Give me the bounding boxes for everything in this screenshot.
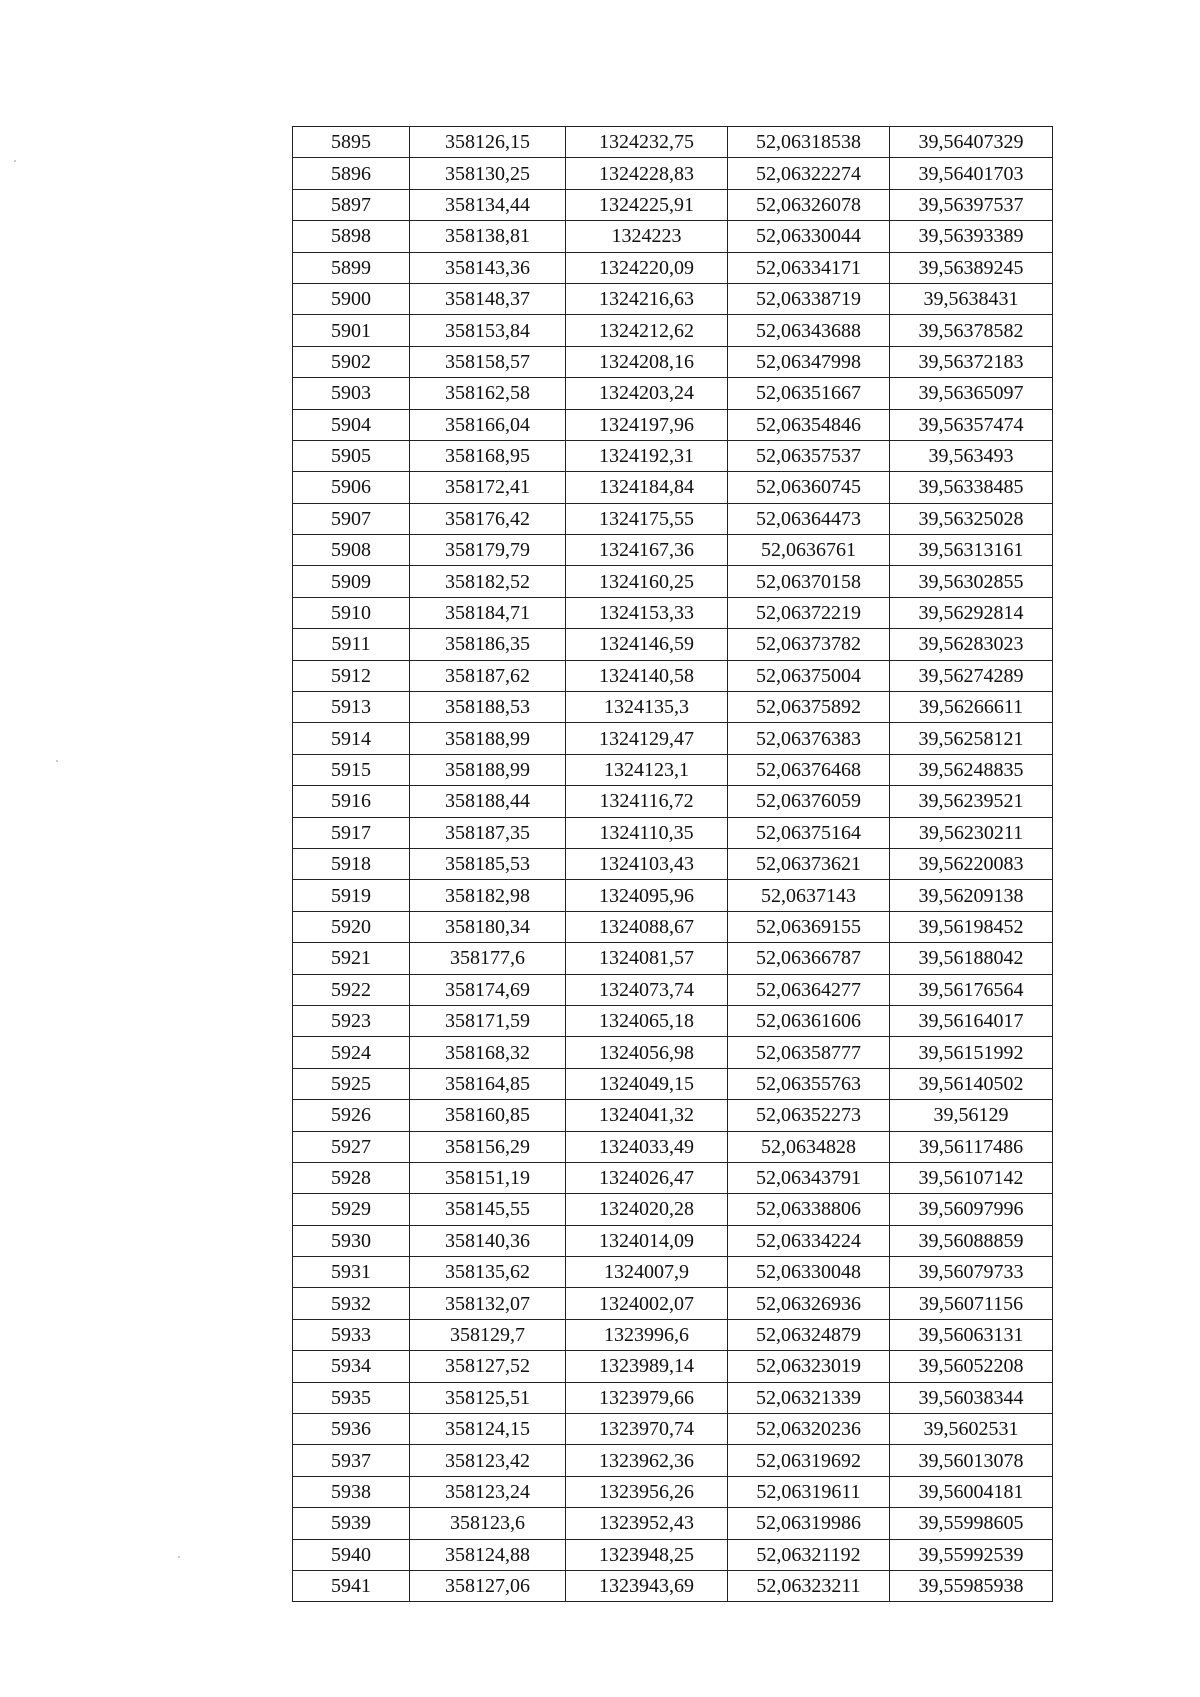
- latitude-cell: 52,06321192: [728, 1539, 890, 1570]
- point-number-cell: 5928: [293, 1162, 410, 1193]
- point-number-cell: 5937: [293, 1445, 410, 1476]
- table-row: [293, 1131, 1053, 1162]
- table-row: [293, 660, 1053, 691]
- y-coordinate-cell: 1324081,57: [566, 943, 728, 974]
- table-row: [293, 974, 1053, 1005]
- longitude-cell: 39,56052208: [890, 1351, 1053, 1382]
- y-coordinate-cell: 1324056,98: [566, 1037, 728, 1068]
- longitude-cell: 39,56378582: [890, 315, 1053, 346]
- x-coordinate-cell: 358184,71: [410, 597, 566, 628]
- table-row: [293, 723, 1053, 754]
- latitude-cell: 52,06355763: [728, 1068, 890, 1099]
- point-number-cell: 5910: [293, 597, 410, 628]
- table-row: [293, 1005, 1053, 1036]
- y-coordinate-cell: 1324065,18: [566, 1005, 728, 1036]
- point-number-cell: 5913: [293, 692, 410, 723]
- table-row: [293, 535, 1053, 566]
- y-coordinate-cell: 1324212,62: [566, 315, 728, 346]
- y-coordinate-cell: 1324232,75: [566, 127, 728, 158]
- latitude-cell: 52,06376468: [728, 754, 890, 785]
- x-coordinate-cell: 358179,79: [410, 535, 566, 566]
- y-coordinate-cell: 1324146,59: [566, 629, 728, 660]
- x-coordinate-cell: 358188,44: [410, 786, 566, 817]
- longitude-cell: 39,56188042: [890, 943, 1053, 974]
- x-coordinate-cell: 358123,24: [410, 1476, 566, 1507]
- x-coordinate-cell: 358185,53: [410, 848, 566, 879]
- table-row: [293, 1414, 1053, 1445]
- x-coordinate-cell: 358138,81: [410, 221, 566, 252]
- y-coordinate-cell: 1324228,83: [566, 158, 728, 189]
- latitude-cell: 52,06376059: [728, 786, 890, 817]
- x-coordinate-cell: 358186,35: [410, 629, 566, 660]
- x-coordinate-cell: 358177,6: [410, 943, 566, 974]
- longitude-cell: 39,56151992: [890, 1037, 1053, 1068]
- latitude-cell: 52,06354846: [728, 409, 890, 440]
- table-row: [293, 597, 1053, 628]
- point-number-cell: 5902: [293, 346, 410, 377]
- longitude-cell: 39,56176564: [890, 974, 1053, 1005]
- coordinates-table: [292, 126, 1053, 1602]
- longitude-cell: 39,56004181: [890, 1476, 1053, 1507]
- longitude-cell: 39,56107142: [890, 1162, 1053, 1193]
- y-coordinate-cell: 1324020,28: [566, 1194, 728, 1225]
- latitude-cell: 52,06375892: [728, 692, 890, 723]
- latitude-cell: 52,0636761: [728, 535, 890, 566]
- y-coordinate-cell: 1324197,96: [566, 409, 728, 440]
- longitude-cell: 39,56079733: [890, 1257, 1053, 1288]
- y-coordinate-cell: 1323956,26: [566, 1476, 728, 1507]
- x-coordinate-cell: 358124,15: [410, 1414, 566, 1445]
- latitude-cell: 52,06330044: [728, 221, 890, 252]
- y-coordinate-cell: 1323962,36: [566, 1445, 728, 1476]
- x-coordinate-cell: 358188,53: [410, 692, 566, 723]
- y-coordinate-cell: 1324140,58: [566, 660, 728, 691]
- table-row: [293, 1162, 1053, 1193]
- table-row: [293, 1539, 1053, 1570]
- point-number-cell: 5926: [293, 1100, 410, 1131]
- point-number-cell: 5903: [293, 378, 410, 409]
- x-coordinate-cell: 358166,04: [410, 409, 566, 440]
- longitude-cell: 39,56239521: [890, 786, 1053, 817]
- x-coordinate-cell: 358174,69: [410, 974, 566, 1005]
- point-number-cell: 5919: [293, 880, 410, 911]
- longitude-cell: 39,56209138: [890, 880, 1053, 911]
- longitude-cell: 39,56393389: [890, 221, 1053, 252]
- latitude-cell: 52,06366787: [728, 943, 890, 974]
- latitude-cell: 52,06373782: [728, 629, 890, 660]
- point-number-cell: 5922: [293, 974, 410, 1005]
- y-coordinate-cell: 1324192,31: [566, 440, 728, 471]
- latitude-cell: 52,06338806: [728, 1194, 890, 1225]
- point-number-cell: 5935: [293, 1382, 410, 1413]
- latitude-cell: 52,06323019: [728, 1351, 890, 1382]
- longitude-cell: 39,563493: [890, 440, 1053, 471]
- y-coordinate-cell: 1324007,9: [566, 1257, 728, 1288]
- y-coordinate-cell: 1324184,84: [566, 472, 728, 503]
- latitude-cell: 52,06319611: [728, 1476, 890, 1507]
- longitude-cell: 39,56401703: [890, 158, 1053, 189]
- x-coordinate-cell: 358153,84: [410, 315, 566, 346]
- point-number-cell: 5898: [293, 221, 410, 252]
- x-coordinate-cell: 358151,19: [410, 1162, 566, 1193]
- latitude-cell: 52,06338719: [728, 283, 890, 314]
- point-number-cell: 5931: [293, 1257, 410, 1288]
- point-number-cell: 5908: [293, 535, 410, 566]
- x-coordinate-cell: 358171,59: [410, 1005, 566, 1036]
- latitude-cell: 52,0637143: [728, 880, 890, 911]
- latitude-cell: 52,06321339: [728, 1382, 890, 1413]
- longitude-cell: 39,56063131: [890, 1319, 1053, 1350]
- point-number-cell: 5904: [293, 409, 410, 440]
- table-row: [293, 1476, 1053, 1507]
- longitude-cell: 39,56198452: [890, 911, 1053, 942]
- table-row: [293, 1382, 1053, 1413]
- longitude-cell: 39,5638431: [890, 283, 1053, 314]
- x-coordinate-cell: 358126,15: [410, 127, 566, 158]
- table-row: [293, 472, 1053, 503]
- y-coordinate-cell: 1324225,91: [566, 189, 728, 220]
- point-number-cell: 5911: [293, 629, 410, 660]
- longitude-cell: 39,56357474: [890, 409, 1053, 440]
- table-row: [293, 943, 1053, 974]
- y-coordinate-cell: 1324223: [566, 221, 728, 252]
- latitude-cell: 52,06330048: [728, 1257, 890, 1288]
- y-coordinate-cell: 1324049,15: [566, 1068, 728, 1099]
- longitude-cell: 39,56313161: [890, 535, 1053, 566]
- longitude-cell: 39,56274289: [890, 660, 1053, 691]
- table-row: [293, 817, 1053, 848]
- y-coordinate-cell: 1324103,43: [566, 848, 728, 879]
- x-coordinate-cell: 358125,51: [410, 1382, 566, 1413]
- scan-speck: [56, 760, 58, 762]
- point-number-cell: 5907: [293, 503, 410, 534]
- table-row: [293, 221, 1053, 252]
- point-number-cell: 5930: [293, 1225, 410, 1256]
- point-number-cell: 5896: [293, 158, 410, 189]
- latitude-cell: 52,06319986: [728, 1508, 890, 1539]
- point-number-cell: 5927: [293, 1131, 410, 1162]
- latitude-cell: 52,06369155: [728, 911, 890, 942]
- y-coordinate-cell: 1324033,49: [566, 1131, 728, 1162]
- latitude-cell: 52,06352273: [728, 1100, 890, 1131]
- longitude-cell: 39,56325028: [890, 503, 1053, 534]
- point-number-cell: 5940: [293, 1539, 410, 1570]
- table-row: [293, 1194, 1053, 1225]
- longitude-cell: 39,5602531: [890, 1414, 1053, 1445]
- point-number-cell: 5909: [293, 566, 410, 597]
- latitude-cell: 52,06373621: [728, 848, 890, 879]
- x-coordinate-cell: 358182,52: [410, 566, 566, 597]
- x-coordinate-cell: 358176,42: [410, 503, 566, 534]
- x-coordinate-cell: 358168,95: [410, 440, 566, 471]
- y-coordinate-cell: 1324175,55: [566, 503, 728, 534]
- table-row: [293, 252, 1053, 283]
- longitude-cell: 39,56220083: [890, 848, 1053, 879]
- latitude-cell: 52,06361606: [728, 1005, 890, 1036]
- table-row: [293, 880, 1053, 911]
- y-coordinate-cell: 1324167,36: [566, 535, 728, 566]
- x-coordinate-cell: 358132,07: [410, 1288, 566, 1319]
- latitude-cell: 52,06326078: [728, 189, 890, 220]
- longitude-cell: 39,55985938: [890, 1570, 1053, 1601]
- point-number-cell: 5941: [293, 1570, 410, 1601]
- y-coordinate-cell: 1324026,47: [566, 1162, 728, 1193]
- x-coordinate-cell: 358135,62: [410, 1257, 566, 1288]
- y-coordinate-cell: 1324116,72: [566, 786, 728, 817]
- table-row: [293, 503, 1053, 534]
- point-number-cell: 5901: [293, 315, 410, 346]
- table-row: [293, 1288, 1053, 1319]
- table-row: [293, 283, 1053, 314]
- table-row: [293, 1570, 1053, 1601]
- point-number-cell: 5929: [293, 1194, 410, 1225]
- longitude-cell: 39,56258121: [890, 723, 1053, 754]
- longitude-cell: 39,56302855: [890, 566, 1053, 597]
- latitude-cell: 52,06358777: [728, 1037, 890, 1068]
- point-number-cell: 5905: [293, 440, 410, 471]
- longitude-cell: 39,56372183: [890, 346, 1053, 377]
- y-coordinate-cell: 1324135,3: [566, 692, 728, 723]
- longitude-cell: 39,56097996: [890, 1194, 1053, 1225]
- point-number-cell: 5912: [293, 660, 410, 691]
- x-coordinate-cell: 358164,85: [410, 1068, 566, 1099]
- latitude-cell: 52,06319692: [728, 1445, 890, 1476]
- x-coordinate-cell: 358172,41: [410, 472, 566, 503]
- longitude-cell: 39,56129: [890, 1100, 1053, 1131]
- table-row: [293, 1100, 1053, 1131]
- table-row: [293, 409, 1053, 440]
- point-number-cell: 5936: [293, 1414, 410, 1445]
- longitude-cell: 39,56365097: [890, 378, 1053, 409]
- x-coordinate-cell: 358158,57: [410, 346, 566, 377]
- longitude-cell: 39,56013078: [890, 1445, 1053, 1476]
- x-coordinate-cell: 358140,36: [410, 1225, 566, 1256]
- table-row: [293, 1068, 1053, 1099]
- longitude-cell: 39,56230211: [890, 817, 1053, 848]
- coordinates-table-body: [293, 127, 1053, 1602]
- point-number-cell: 5906: [293, 472, 410, 503]
- table-row: [293, 1225, 1053, 1256]
- latitude-cell: 52,06360745: [728, 472, 890, 503]
- table-row: [293, 754, 1053, 785]
- table-row: [293, 1445, 1053, 1476]
- longitude-cell: 39,56164017: [890, 1005, 1053, 1036]
- scan-speck: [14, 160, 16, 162]
- latitude-cell: 52,06318538: [728, 127, 890, 158]
- latitude-cell: 52,06323211: [728, 1570, 890, 1601]
- table-row: [293, 848, 1053, 879]
- x-coordinate-cell: 358129,7: [410, 1319, 566, 1350]
- scan-speck: [178, 1556, 180, 1558]
- latitude-cell: 52,06343688: [728, 315, 890, 346]
- point-number-cell: 5918: [293, 848, 410, 879]
- x-coordinate-cell: 358187,35: [410, 817, 566, 848]
- x-coordinate-cell: 358188,99: [410, 723, 566, 754]
- y-coordinate-cell: 1324041,32: [566, 1100, 728, 1131]
- longitude-cell: 39,55992539: [890, 1539, 1053, 1570]
- y-coordinate-cell: 1323948,25: [566, 1539, 728, 1570]
- latitude-cell: 52,06320236: [728, 1414, 890, 1445]
- longitude-cell: 39,56266611: [890, 692, 1053, 723]
- point-number-cell: 5939: [293, 1508, 410, 1539]
- y-coordinate-cell: 1323979,66: [566, 1382, 728, 1413]
- longitude-cell: 39,56407329: [890, 127, 1053, 158]
- table-row: [293, 158, 1053, 189]
- longitude-cell: 39,56088859: [890, 1225, 1053, 1256]
- x-coordinate-cell: 358123,42: [410, 1445, 566, 1476]
- table-row: [293, 1037, 1053, 1068]
- longitude-cell: 39,56397537: [890, 189, 1053, 220]
- latitude-cell: 52,06334171: [728, 252, 890, 283]
- latitude-cell: 52,06372219: [728, 597, 890, 628]
- latitude-cell: 52,06364473: [728, 503, 890, 534]
- point-number-cell: 5916: [293, 786, 410, 817]
- table-row: [293, 189, 1053, 220]
- y-coordinate-cell: 1323996,6: [566, 1319, 728, 1350]
- latitude-cell: 52,06376383: [728, 723, 890, 754]
- longitude-cell: 39,56389245: [890, 252, 1053, 283]
- table-row: [293, 1257, 1053, 1288]
- y-coordinate-cell: 1324220,09: [566, 252, 728, 283]
- y-coordinate-cell: 1323989,14: [566, 1351, 728, 1382]
- point-number-cell: 5932: [293, 1288, 410, 1319]
- longitude-cell: 39,56117486: [890, 1131, 1053, 1162]
- latitude-cell: 52,0634828: [728, 1131, 890, 1162]
- latitude-cell: 52,06370158: [728, 566, 890, 597]
- point-number-cell: 5933: [293, 1319, 410, 1350]
- longitude-cell: 39,56338485: [890, 472, 1053, 503]
- longitude-cell: 39,56071156: [890, 1288, 1053, 1319]
- table-row: [293, 315, 1053, 346]
- x-coordinate-cell: 358130,25: [410, 158, 566, 189]
- latitude-cell: 52,06343791: [728, 1162, 890, 1193]
- point-number-cell: 5920: [293, 911, 410, 942]
- latitude-cell: 52,06375004: [728, 660, 890, 691]
- x-coordinate-cell: 358160,85: [410, 1100, 566, 1131]
- point-number-cell: 5895: [293, 127, 410, 158]
- point-number-cell: 5923: [293, 1005, 410, 1036]
- table-row: [293, 786, 1053, 817]
- longitude-cell: 39,56283023: [890, 629, 1053, 660]
- latitude-cell: 52,06322274: [728, 158, 890, 189]
- table-row: [293, 1508, 1053, 1539]
- y-coordinate-cell: 1324160,25: [566, 566, 728, 597]
- latitude-cell: 52,06326936: [728, 1288, 890, 1319]
- x-coordinate-cell: 358145,55: [410, 1194, 566, 1225]
- point-number-cell: 5914: [293, 723, 410, 754]
- latitude-cell: 52,06334224: [728, 1225, 890, 1256]
- y-coordinate-cell: 1324095,96: [566, 880, 728, 911]
- table-row: [293, 127, 1053, 158]
- latitude-cell: 52,06347998: [728, 346, 890, 377]
- y-coordinate-cell: 1323952,43: [566, 1508, 728, 1539]
- y-coordinate-cell: 1324208,16: [566, 346, 728, 377]
- longitude-cell: 39,56248835: [890, 754, 1053, 785]
- y-coordinate-cell: 1324123,1: [566, 754, 728, 785]
- x-coordinate-cell: 358127,52: [410, 1351, 566, 1382]
- table-row: [293, 346, 1053, 377]
- x-coordinate-cell: 358127,06: [410, 1570, 566, 1601]
- latitude-cell: 52,06375164: [728, 817, 890, 848]
- longitude-cell: 39,56038344: [890, 1382, 1053, 1413]
- x-coordinate-cell: 358156,29: [410, 1131, 566, 1162]
- y-coordinate-cell: 1324088,67: [566, 911, 728, 942]
- table-row: [293, 911, 1053, 942]
- y-coordinate-cell: 1324153,33: [566, 597, 728, 628]
- longitude-cell: 39,56292814: [890, 597, 1053, 628]
- point-number-cell: 5924: [293, 1037, 410, 1068]
- table-row: [293, 1319, 1053, 1350]
- point-number-cell: 5899: [293, 252, 410, 283]
- y-coordinate-cell: 1324129,47: [566, 723, 728, 754]
- latitude-cell: 52,06364277: [728, 974, 890, 1005]
- point-number-cell: 5917: [293, 817, 410, 848]
- x-coordinate-cell: 358180,34: [410, 911, 566, 942]
- x-coordinate-cell: 358168,32: [410, 1037, 566, 1068]
- x-coordinate-cell: 358143,36: [410, 252, 566, 283]
- longitude-cell: 39,56140502: [890, 1068, 1053, 1099]
- y-coordinate-cell: 1324203,24: [566, 378, 728, 409]
- x-coordinate-cell: 358188,99: [410, 754, 566, 785]
- y-coordinate-cell: 1324014,09: [566, 1225, 728, 1256]
- point-number-cell: 5934: [293, 1351, 410, 1382]
- x-coordinate-cell: 358134,44: [410, 189, 566, 220]
- table-row: [293, 1351, 1053, 1382]
- latitude-cell: 52,06351667: [728, 378, 890, 409]
- x-coordinate-cell: 358187,62: [410, 660, 566, 691]
- y-coordinate-cell: 1324216,63: [566, 283, 728, 314]
- table-row: [293, 378, 1053, 409]
- table-row: [293, 692, 1053, 723]
- y-coordinate-cell: 1323943,69: [566, 1570, 728, 1601]
- latitude-cell: 52,06324879: [728, 1319, 890, 1350]
- table-row: [293, 440, 1053, 471]
- x-coordinate-cell: 358162,58: [410, 378, 566, 409]
- x-coordinate-cell: 358148,37: [410, 283, 566, 314]
- point-number-cell: 5900: [293, 283, 410, 314]
- latitude-cell: 52,06357537: [728, 440, 890, 471]
- point-number-cell: 5921: [293, 943, 410, 974]
- point-number-cell: 5925: [293, 1068, 410, 1099]
- x-coordinate-cell: 358123,6: [410, 1508, 566, 1539]
- longitude-cell: 39,55998605: [890, 1508, 1053, 1539]
- y-coordinate-cell: 1323970,74: [566, 1414, 728, 1445]
- table-row: [293, 566, 1053, 597]
- y-coordinate-cell: 1324002,07: [566, 1288, 728, 1319]
- table-row: [293, 629, 1053, 660]
- y-coordinate-cell: 1324110,35: [566, 817, 728, 848]
- x-coordinate-cell: 358124,88: [410, 1539, 566, 1570]
- point-number-cell: 5897: [293, 189, 410, 220]
- point-number-cell: 5938: [293, 1476, 410, 1507]
- y-coordinate-cell: 1324073,74: [566, 974, 728, 1005]
- x-coordinate-cell: 358182,98: [410, 880, 566, 911]
- point-number-cell: 5915: [293, 754, 410, 785]
